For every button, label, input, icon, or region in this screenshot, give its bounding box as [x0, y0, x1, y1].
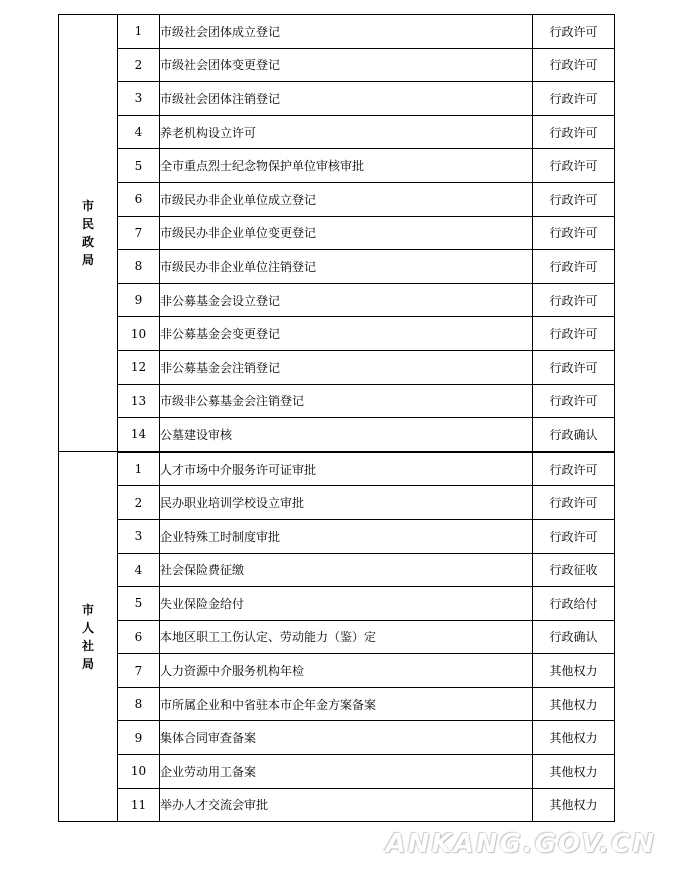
item-name: 市级社会团体成立登记 [160, 15, 533, 49]
table-row [59, 553, 615, 587]
item-number: 14 [118, 418, 160, 452]
power-type: 行政许可 [533, 283, 615, 317]
table-row [59, 15, 615, 49]
table-row [59, 317, 615, 351]
item-number: 8 [118, 687, 160, 721]
department-label: 市人社局 [81, 602, 94, 671]
item-number: 7 [118, 216, 160, 250]
power-type: 其他权力 [533, 721, 615, 755]
power-type: 行政许可 [533, 452, 615, 486]
table-row [59, 587, 615, 621]
item-name: 全市重点烈士纪念物保护单位审核审批 [160, 149, 533, 183]
power-type: 行政征收 [533, 553, 615, 587]
power-type: 行政确认 [533, 418, 615, 452]
power-type: 行政确认 [533, 620, 615, 654]
power-type: 行政许可 [533, 350, 615, 384]
item-number: 9 [118, 283, 160, 317]
item-name: 市级民办非企业单位成立登记 [160, 182, 533, 216]
item-name: 养老机构设立许可 [160, 115, 533, 149]
table-row [59, 115, 615, 149]
power-type: 行政许可 [533, 48, 615, 82]
item-number: 11 [118, 788, 160, 822]
power-list-table [58, 14, 615, 822]
item-name: 社会保险费征缴 [160, 553, 533, 587]
table-row [59, 149, 615, 183]
table-row [59, 654, 615, 688]
item-name: 人力资源中介服务机构年检 [160, 654, 533, 688]
item-name: 民办职业培训学校设立审批 [160, 486, 533, 520]
power-type: 其他权力 [533, 687, 615, 721]
item-number: 5 [118, 149, 160, 183]
item-name: 市级社会团体变更登记 [160, 48, 533, 82]
item-name: 市级民办非企业单位注销登记 [160, 250, 533, 284]
department-cell [59, 15, 118, 452]
power-type: 行政许可 [533, 317, 615, 351]
item-name: 市所属企业和中省驻本市企年金方案备案 [160, 687, 533, 721]
item-name: 非公募基金会设立登记 [160, 283, 533, 317]
item-name: 本地区职工工伤认定、劳动能力（鉴）定 [160, 620, 533, 654]
power-type: 行政许可 [533, 182, 615, 216]
item-number: 3 [118, 82, 160, 116]
table-row [59, 486, 615, 520]
power-type: 行政许可 [533, 216, 615, 250]
item-number: 10 [118, 755, 160, 789]
power-type: 行政许可 [533, 115, 615, 149]
site-watermark: ANKANG.GOV.CN [385, 829, 656, 859]
table-row [59, 384, 615, 418]
item-name: 市级民办非企业单位变更登记 [160, 216, 533, 250]
item-number: 5 [118, 587, 160, 621]
item-name: 非公募基金会注销登记 [160, 350, 533, 384]
table-row [59, 82, 615, 116]
table-row [59, 250, 615, 284]
table-row [59, 788, 615, 822]
department-label: 市民政局 [81, 199, 94, 268]
item-name: 企业特殊工时制度审批 [160, 519, 533, 553]
item-number: 4 [118, 115, 160, 149]
item-number: 10 [118, 317, 160, 351]
power-type: 其他权力 [533, 788, 615, 822]
item-name: 市级社会团体注销登记 [160, 82, 533, 116]
table-row [59, 216, 615, 250]
item-number: 4 [118, 553, 160, 587]
item-number: 2 [118, 48, 160, 82]
table-row [59, 620, 615, 654]
item-name: 非公募基金会变更登记 [160, 317, 533, 351]
power-type: 行政许可 [533, 384, 615, 418]
item-number: 6 [118, 182, 160, 216]
item-number: 9 [118, 721, 160, 755]
power-type: 其他权力 [533, 654, 615, 688]
item-name: 举办人才交流会审批 [160, 788, 533, 822]
item-name: 企业劳动用工备案 [160, 755, 533, 789]
department-cell [59, 452, 118, 822]
item-number: 12 [118, 350, 160, 384]
table-row [59, 452, 615, 486]
item-number: 13 [118, 384, 160, 418]
table-row [59, 283, 615, 317]
item-name: 失业保险金给付 [160, 587, 533, 621]
table-row [59, 755, 615, 789]
table-row [59, 182, 615, 216]
table-row [59, 519, 615, 553]
item-name: 人才市场中介服务许可证审批 [160, 452, 533, 486]
table-row [59, 418, 615, 452]
item-number: 6 [118, 620, 160, 654]
power-type: 行政许可 [533, 519, 615, 553]
table-body [59, 15, 615, 822]
item-number: 7 [118, 654, 160, 688]
table-row [59, 721, 615, 755]
item-number: 8 [118, 250, 160, 284]
table-row [59, 48, 615, 82]
power-type: 行政许可 [533, 250, 615, 284]
table-row [59, 350, 615, 384]
power-type: 行政许可 [533, 149, 615, 183]
item-number: 1 [118, 15, 160, 49]
item-number: 3 [118, 519, 160, 553]
power-type: 行政许可 [533, 486, 615, 520]
power-type: 行政给付 [533, 587, 615, 621]
table-row [59, 687, 615, 721]
item-number: 1 [118, 452, 160, 486]
item-number: 2 [118, 486, 160, 520]
power-type: 行政许可 [533, 82, 615, 116]
power-type: 其他权力 [533, 755, 615, 789]
item-name: 公墓建设审核 [160, 418, 533, 452]
item-name: 市级非公募基金会注销登记 [160, 384, 533, 418]
power-type: 行政许可 [533, 15, 615, 49]
item-name: 集体合同审查备案 [160, 721, 533, 755]
